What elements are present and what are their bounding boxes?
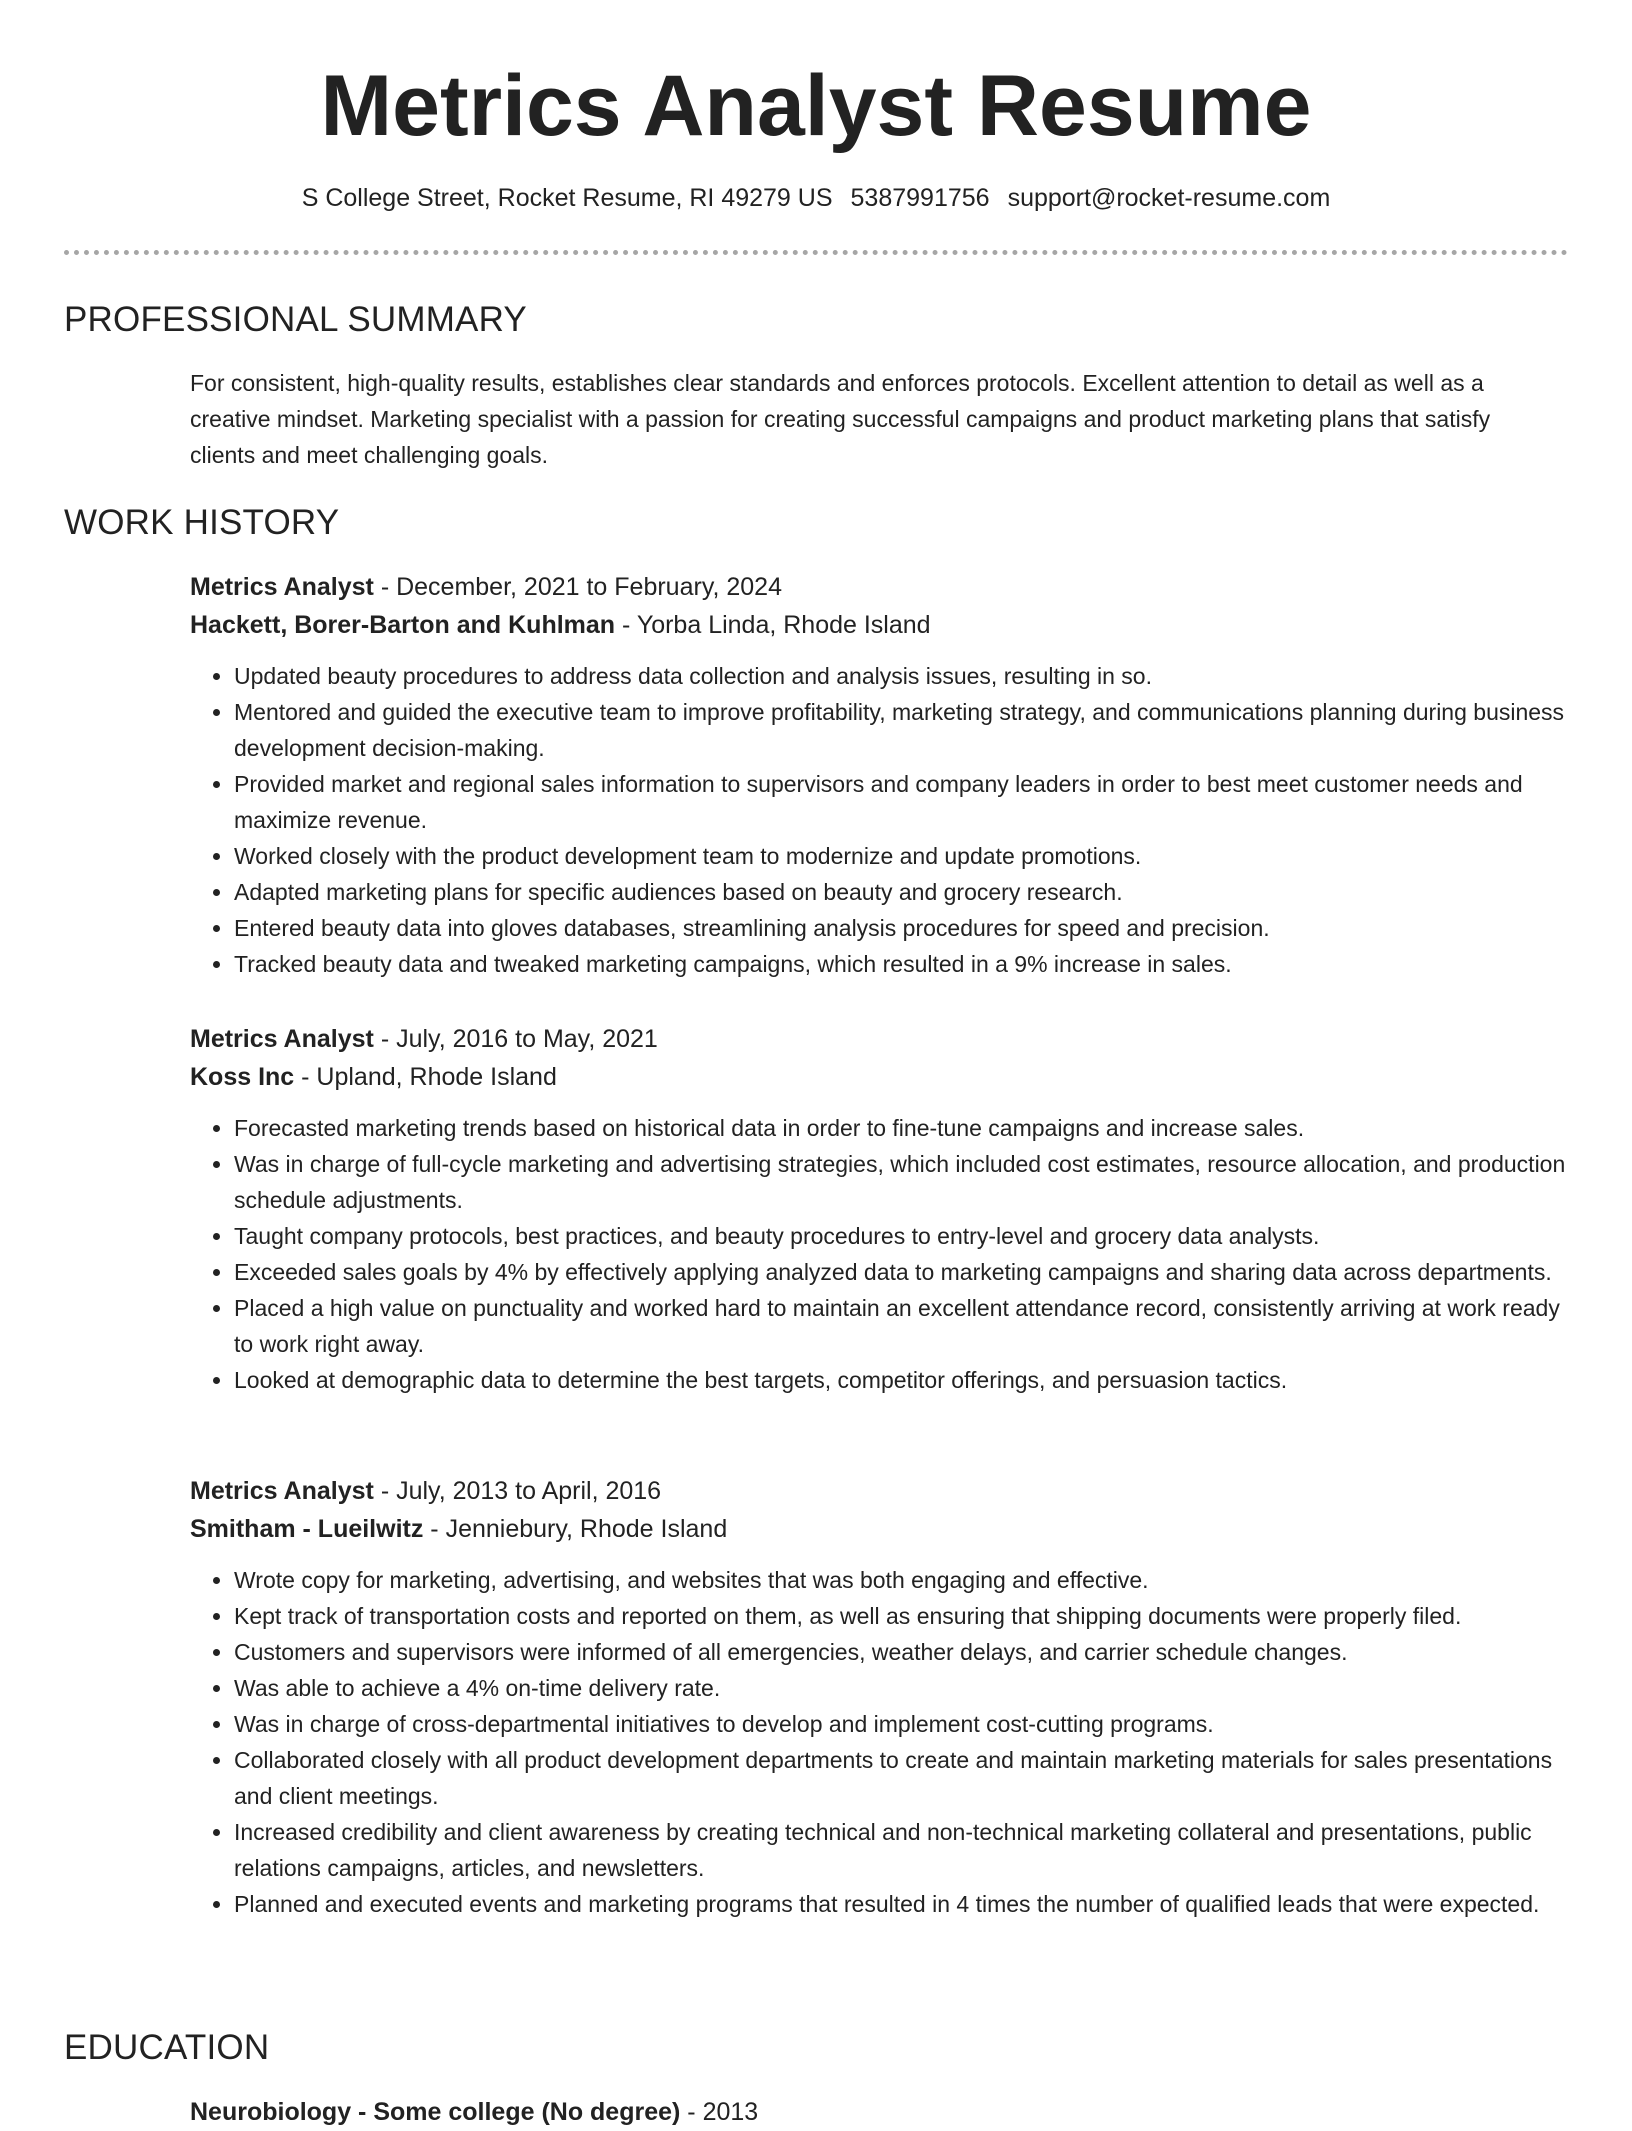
section-heading-summary: PROFESSIONAL SUMMARY (64, 300, 527, 339)
job-bullet: • Exceeded sales goals by 4% by effectively applying analyzed data to marketing campaigns and sharing data across departments. (234, 1254, 1570, 1290)
job-bullet: • Entered beauty data into gloves databases, streamlining analysis procedures for speed and precision. (234, 910, 1570, 946)
section-heading-education: EDUCATION (64, 2028, 270, 2067)
job-entry (190, 1020, 1570, 1398)
header-divider (64, 250, 1568, 255)
job-bullet: • Planned and executed events and marketing programs that resulted in 4 times the number of qualified leads that were expected. (234, 1886, 1570, 1922)
job-location: - Jenniebury, Rhode Island (423, 1515, 728, 1543)
job-bullets (190, 1110, 1570, 1398)
job-company: Hackett, Borer-Barton and Kuhlman (190, 611, 616, 639)
job-bullet: • Taught company protocols, best practices, and beauty procedures to entry-level and grocery data analysts. (234, 1218, 1570, 1254)
job-bullet: • Worked closely with the product development team to modernize and update promotions. (234, 838, 1570, 874)
job-bullet: • Was able to achieve a 4% on-time delivery rate. (234, 1670, 1570, 1706)
job-dates: - December, 2021 to February, 2024 (373, 573, 782, 601)
job-company-line (190, 606, 1570, 644)
job-bullet: • Was in charge of full-cycle marketing and advertising strategies, which included cost estimates, resource allocation, and production schedule adjustments. (234, 1146, 1570, 1218)
contact-address: S College Street, Rocket Resume, RI 49279 US (301, 184, 833, 212)
job-dates: - July, 2013 to April, 2016 (373, 1477, 662, 1505)
job-bullet: • Updated beauty procedures to address data collection and analysis issues, resulting in so. (234, 658, 1570, 694)
job-bullet: • Increased credibility and client awareness by creating technical and non-technical marketing collateral and presentations, public relations campaigns, articles, and newsletters. (234, 1814, 1570, 1886)
job-bullet: • Collaborated closely with all product development departments to create and maintain marketing materials for sales presentations and client meetings. (234, 1742, 1570, 1814)
job-location: - Yorba Linda, Rhode Island (615, 611, 931, 639)
education-degree: Neurobiology - Some college (No degree) (190, 2098, 681, 2126)
education-entry (190, 2093, 1570, 2131)
job-company: Smitham - Lueilwitz (190, 1515, 424, 1543)
job-entry (190, 568, 1570, 982)
job-location: - Upland, Rhode Island (294, 1063, 557, 1091)
job-title: Metrics Analyst (190, 1025, 374, 1053)
job-title-line (190, 1472, 1570, 1510)
job-bullet: • Forecasted marketing trends based on historical data in order to fine-tune campaigns and increase sales. (234, 1110, 1570, 1146)
job-bullet: • Customers and supervisors were informed of all emergencies, weather delays, and carrier schedule changes. (234, 1634, 1570, 1670)
job-bullet: • Placed a high value on punctuality and worked hard to maintain an excellent attendance record, consistently arriving at work ready to work right away. (234, 1290, 1570, 1362)
section-heading-work-history: WORK HISTORY (64, 503, 340, 542)
job-bullet: • Mentored and guided the executive team to improve profitability, marketing strategy, and communications planning during business development decision-making. (234, 694, 1570, 766)
job-title: Metrics Analyst (190, 573, 374, 601)
job-dates: - July, 2016 to May, 2021 (373, 1025, 658, 1053)
job-bullet: • Wrote copy for marketing, advertising, and websites that was both engaging and effective. (234, 1562, 1570, 1598)
job-title-line (190, 568, 1570, 606)
job-bullet: • Was in charge of cross-departmental initiatives to develop and implement cost-cutting programs. (234, 1706, 1570, 1742)
job-bullet: • Kept track of transportation costs and reported on them, as well as ensuring that shipping documents were properly filed. (234, 1598, 1570, 1634)
job-bullets (190, 1562, 1570, 1922)
job-entry (190, 1472, 1570, 1922)
resume-title: Metrics Analyst Resume (320, 58, 1312, 154)
job-bullet: • Provided market and regional sales information to supervisors and company leaders in order to best meet customer needs and maximize revenue. (234, 766, 1570, 838)
job-title-line (190, 1020, 1570, 1058)
summary-text: For consistent, high-quality results, establishes clear standards and enforces protocols. Excellent attention to detail as well as a creative mindset. Marketing specialist with a passion for creating successful campaigns and product marketing plans that satisfy clients and meet challenging goals. (190, 370, 1491, 468)
contact-email: support@rocket-resume.com (1007, 184, 1331, 212)
job-company: Koss Inc (190, 1063, 295, 1091)
education-year: - 2013 (680, 2098, 759, 2126)
job-bullet: • Tracked beauty data and tweaked marketing campaigns, which resulted in a 9% increase in sales. (234, 946, 1570, 982)
job-bullet: • Looked at demographic data to determine the best targets, competitor offerings, and persuasion tactics. (234, 1362, 1570, 1398)
job-title: Metrics Analyst (190, 1477, 374, 1505)
job-company-line (190, 1510, 1570, 1548)
job-bullets (190, 658, 1570, 982)
contact-info (0, 180, 1632, 216)
contact-phone: 5387991756 (850, 184, 990, 212)
job-company-line (190, 1058, 1570, 1096)
job-bullet: • Adapted marketing plans for specific audiences based on beauty and grocery research. (234, 874, 1570, 910)
